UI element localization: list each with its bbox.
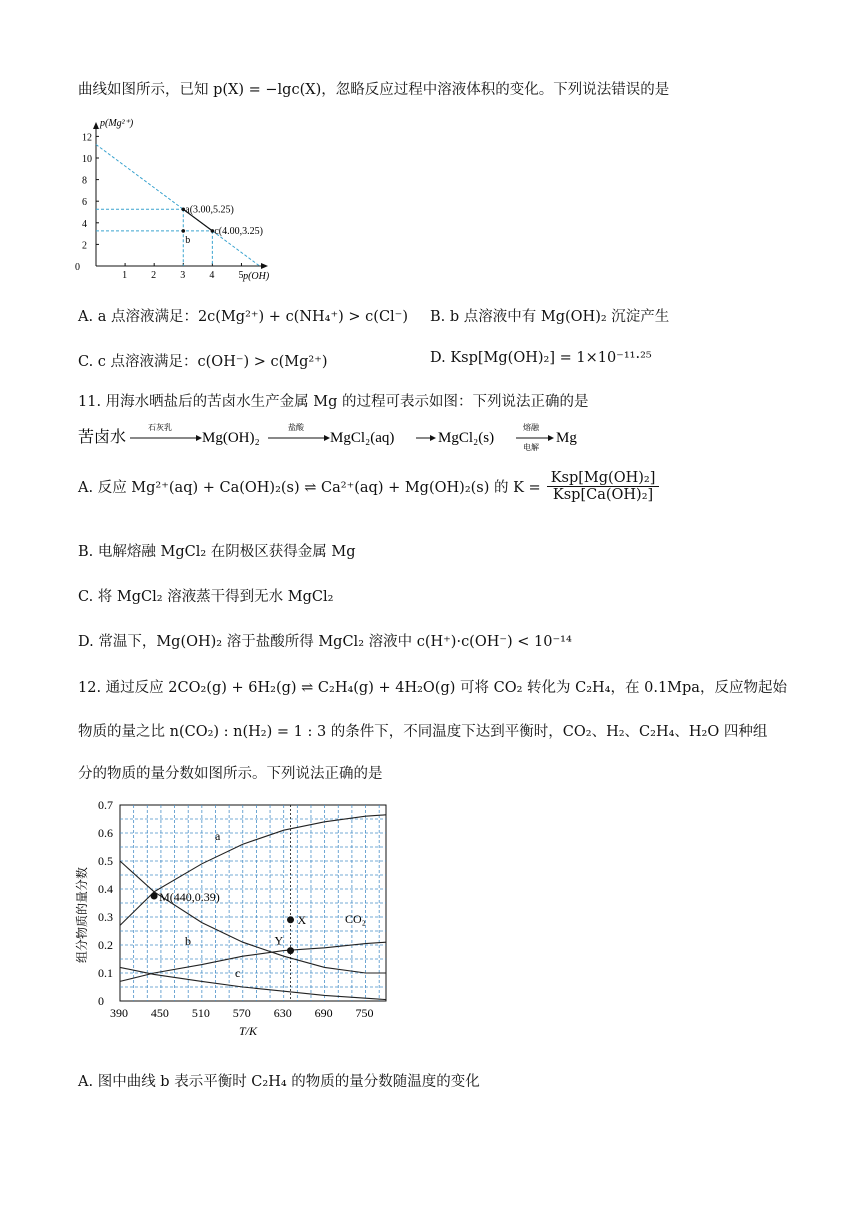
x-tick-label: 390 bbox=[110, 1006, 128, 1020]
x-tick-label: 750 bbox=[355, 1006, 374, 1020]
condition-electrolysis: 电解 bbox=[523, 443, 539, 452]
y-tick-label: 0.2 bbox=[98, 938, 113, 952]
q11-option-a-text: A. 反应 Mg²⁺(aq) + Ca(OH)₂(s) ⇌ Ca²⁺(aq) + Mg(OH)₂(s) 的 K = bbox=[78, 480, 541, 496]
x-tick-label: 570 bbox=[232, 1006, 251, 1020]
y-tick-label: 0.6 bbox=[98, 826, 113, 840]
x-tick-label: 4 bbox=[209, 270, 215, 281]
x-tick-label: 510 bbox=[191, 1006, 210, 1020]
x-tick-label: 1 bbox=[122, 270, 128, 281]
point-label-x: X bbox=[297, 912, 307, 927]
q10-option-c: C. c 点溶液满足：c(OH⁻) > c(Mg²⁺) bbox=[78, 354, 328, 370]
q10-option-b: B. b 点溶液中有 Mg(OH)₂ 沉淀产生 bbox=[430, 309, 670, 325]
x-tick-label: 5 bbox=[238, 270, 244, 281]
point-label-y: Y bbox=[274, 933, 284, 948]
y-axis-arrow bbox=[93, 122, 99, 129]
q10-option-d: D. Ksp[Mg(OH)₂] = 1×10⁻¹¹·²⁵ bbox=[430, 350, 652, 366]
y-tick-label: 0 bbox=[98, 994, 104, 1008]
q11-process-flow bbox=[78, 420, 678, 454]
y-tick-label: 0.1 bbox=[98, 966, 113, 980]
condition-melt: 熔融 bbox=[523, 423, 539, 432]
point-label-a: a(3.00,5.25) bbox=[185, 204, 234, 216]
q11-stem: 11. 用海水晒盐后的苦卤水生产金属 Mg 的过程可表示如图：下列说法正确的是 bbox=[78, 394, 589, 410]
y-tick-label: 10 bbox=[82, 154, 92, 165]
intro-line: 曲线如图所示，已知 p(X) = −lgc(X)，忽略反应过程中溶液体积的变化。下列说法错误的是 bbox=[78, 82, 670, 98]
x-tick-label: 3 bbox=[180, 270, 186, 281]
chart-mole-fraction-vs-temperature bbox=[70, 795, 400, 1045]
q11-option-b: B. 电解熔融 MgCl₂ 在阴极区获得金属 Mg bbox=[78, 544, 356, 560]
point-y bbox=[287, 947, 294, 954]
point-label-b: b bbox=[185, 234, 191, 246]
process-start: 苦卤水 bbox=[78, 429, 127, 446]
q12-stem-line1: 12. 通过反应 2CO₂(g) + 6H₂(g) ⇌ C₂H₄(g) + 4H₂O(g) 可将 CO₂ 转化为 C₂H₄，在 0.1Mpa，反应物起始 bbox=[78, 680, 787, 696]
reagent-lime: 石灰乳 bbox=[148, 423, 172, 432]
q11-option-c: C. 将 MgCl₂ 溶液蒸干得到无水 MgCl₂ bbox=[78, 589, 334, 605]
y-tick-label: 0.4 bbox=[98, 882, 113, 896]
y-axis-label: p(Mg²⁺) bbox=[100, 118, 134, 129]
process-mgcl2-s: MgCl₂(s) bbox=[438, 430, 495, 446]
tick-label-origin: 0 bbox=[75, 262, 80, 273]
q12-stem-line2: 物质的量之比 n(CO₂) : n(H₂) = 1 : 3 的条件下，不同温度下达到平衡时，CO₂、H₂、C₂H₄、H₂O 四种组 bbox=[78, 724, 768, 740]
fraction-denominator: Ksp[Ca(OH)₂] bbox=[552, 487, 654, 503]
x-tick-label: 690 bbox=[314, 1006, 333, 1020]
y-tick-label: 8 bbox=[82, 175, 87, 187]
x-tick-label: 630 bbox=[273, 1006, 292, 1020]
fraction-numerator: Ksp[Mg(OH)₂] bbox=[547, 470, 660, 487]
dashed-extension-line bbox=[96, 145, 260, 267]
process-mg: Mg bbox=[556, 430, 577, 446]
chart-p-mg-vs-p-oh bbox=[74, 112, 274, 282]
q11-option-a bbox=[78, 470, 659, 503]
q11-option-a-fraction bbox=[547, 470, 660, 503]
series-label-c: c bbox=[235, 966, 241, 980]
point-b bbox=[181, 229, 185, 233]
q12-stem-line3: 分的物质的量分数如图所示。下列说法正确的是 bbox=[78, 766, 383, 782]
point-label-c: c(4.00,3.25) bbox=[214, 225, 263, 237]
series-label-CO₂: CO₂ bbox=[345, 912, 366, 926]
q10-option-a: A. a 点溶液满足：2c(Mg²⁺) + c(NH₄⁺) > c(Cl⁻) bbox=[78, 309, 408, 325]
y-tick-label: 0.7 bbox=[98, 798, 113, 812]
reagent-hcl: 盐酸 bbox=[288, 423, 304, 432]
y-tick-label: 2 bbox=[82, 240, 87, 252]
y-tick-label: 4 bbox=[82, 218, 87, 230]
curve-a bbox=[120, 815, 386, 926]
x-tick-label: 2 bbox=[151, 270, 157, 281]
series-label-b: b bbox=[185, 934, 191, 948]
q12-option-a: A. 图中曲线 b 表示平衡时 C₂H₄ 的物质的量分数随温度的变化 bbox=[78, 1074, 480, 1090]
process-mgcl2-aq: MgCl₂(aq) bbox=[330, 430, 395, 446]
point-x bbox=[287, 916, 294, 923]
x-axis-label: p(OH) bbox=[243, 271, 270, 282]
point-label-m: M(440,0.39) bbox=[159, 890, 220, 904]
process-mgoh2: Mg(OH)₂ bbox=[202, 430, 260, 446]
x-axis-arrow bbox=[261, 263, 268, 269]
series-label-a: a bbox=[215, 829, 221, 843]
q11-option-d: D. 常温下，Mg(OH)₂ 溶于盐酸所得 MgCl₂ 溶液中 c(H⁺)·c(OH⁻) < 10⁻¹⁴ bbox=[78, 634, 572, 650]
y-tick-label: 6 bbox=[82, 197, 87, 209]
y-tick-label: 0.3 bbox=[98, 910, 113, 924]
x-axis-label: T/K bbox=[239, 1024, 258, 1038]
point-m bbox=[151, 893, 158, 900]
y-tick-label: 0.5 bbox=[98, 854, 113, 868]
y-tick-label: 12 bbox=[82, 132, 92, 144]
y-axis-label: 组分物质的量分数 bbox=[75, 866, 89, 963]
x-tick-label: 450 bbox=[150, 1006, 169, 1020]
